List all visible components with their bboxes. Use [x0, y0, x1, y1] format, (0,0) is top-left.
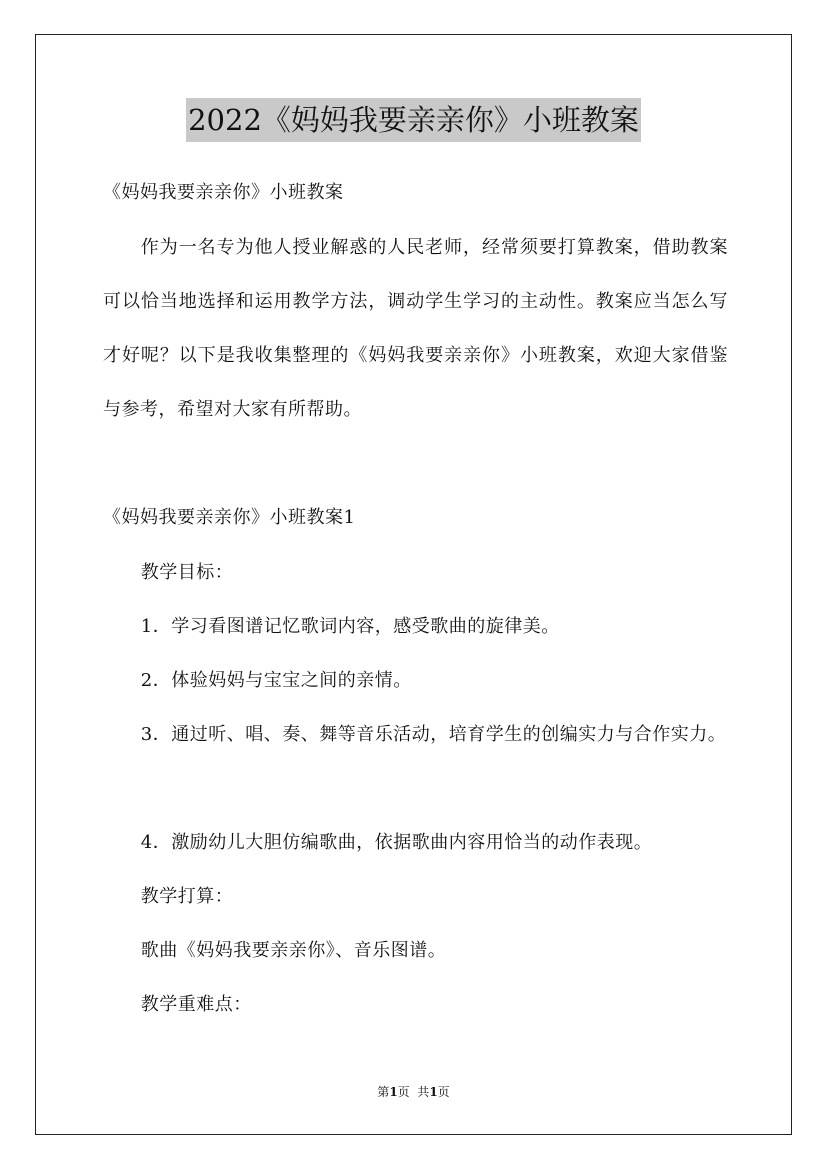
- footer-page-number: 1: [389, 1085, 398, 1099]
- footer-page-mid: 页 共: [397, 1085, 430, 1099]
- goal-item-3: 3．通过听、唱、奏、舞等音乐活动，培育学生的创编实力与合作实力。: [140, 724, 727, 745]
- footer-page-suffix: 页: [437, 1085, 450, 1099]
- prep-text: 歌曲《妈妈我要亲亲你》、音乐图谱。: [140, 940, 447, 961]
- key-points-heading: 教学重难点：: [140, 994, 252, 1015]
- subtitle: 《妈妈我要亲亲你》小班教案: [103, 182, 344, 203]
- goal-item-1: 1．学习看图谱记忆歌词内容，感受歌曲的旋律美。: [140, 616, 560, 637]
- prep-heading: 教学打算：: [140, 886, 234, 907]
- document-title: 2022《妈妈我要亲亲你》小班教案: [186, 98, 641, 142]
- goal-item-2: 2．体验妈妈与宝宝之间的亲情。: [140, 670, 412, 691]
- goals-heading: 教学目标：: [140, 562, 234, 583]
- goal-item-4: 4．激励幼儿大胆仿编歌曲，依据歌曲内容用恰当的动作表现。: [140, 832, 653, 853]
- page-footer: [0, 1083, 827, 1101]
- intro-paragraph: 作为一名专为他人授业解惑的人民老师，经常须要打算教案，借助教案可以恰当地选择和运用教学方法，调动学生学习的主动性。教案应当怎么写才好呢？以下是我收集整理的《妈妈我要亲亲你》小班教案，欢迎大家借鉴与参考，希望对大家有所帮助。: [103, 237, 728, 420]
- section-heading: 《妈妈我要亲亲你》小班教案1: [103, 507, 356, 528]
- footer-page-prefix: 第: [377, 1085, 390, 1099]
- document-title-wrap: [0, 98, 827, 142]
- footer-page-total: 1: [429, 1085, 438, 1099]
